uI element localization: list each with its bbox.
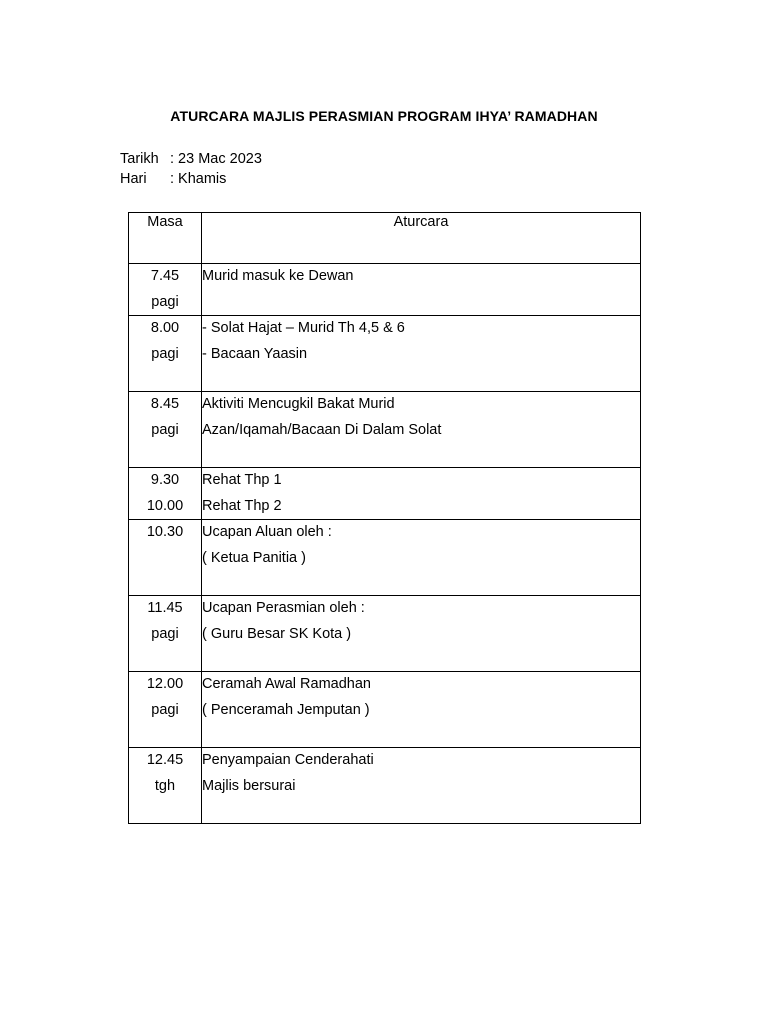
aturcara-text: Murid masuk ke Dewan: [202, 268, 354, 284]
aturcara-cell: [202, 520, 641, 596]
aturcara-cell: [202, 748, 641, 824]
aturcara-cell: [202, 672, 641, 748]
masa-text: 8.00: [150, 320, 180, 336]
masa-text: pagi: [151, 625, 179, 642]
masa-text: 11.45: [147, 600, 183, 616]
schedule-table: [128, 212, 641, 824]
aturcara-text: Penyampaian Cenderahati: [202, 752, 374, 768]
masa-cell: [129, 520, 202, 596]
masa-cell: [129, 264, 202, 316]
aturcara-cell: [202, 392, 641, 468]
header-aturcara: Aturcara: [202, 213, 641, 264]
day-label: Hari: [120, 171, 147, 187]
masa-text: 10.00: [146, 497, 184, 514]
aturcara-cell: [202, 316, 641, 392]
aturcara-text: Ucapan Perasmian oleh :: [202, 600, 365, 616]
day-value: : Khamis: [170, 171, 227, 187]
table-row: [129, 392, 641, 468]
aturcara-text: Ucapan Aluan oleh :: [202, 524, 332, 540]
aturcara-cell: [202, 264, 641, 316]
table-row: [129, 468, 641, 520]
masa-text: 12.45: [146, 752, 184, 768]
date-value: : 23 Mac 2023: [170, 151, 262, 167]
aturcara-text: Rehat Thp 2: [202, 497, 282, 514]
masa-text: 8.45: [150, 396, 180, 412]
table-row: [129, 264, 641, 316]
masa-cell: [129, 672, 202, 748]
aturcara-text: ( Guru Besar SK Kota ): [202, 625, 352, 642]
masa-cell: [129, 468, 202, 520]
masa-text: pagi: [151, 701, 179, 718]
aturcara-text: Majlis bersurai: [202, 777, 296, 794]
aturcara-cell: [202, 596, 641, 672]
masa-text: pagi: [151, 345, 179, 362]
table-row: [129, 316, 641, 392]
aturcara-text: Azan/Iqamah/Bacaan Di Dalam Solat: [202, 421, 442, 438]
masa-text: pagi: [151, 421, 179, 438]
table-row: [129, 520, 641, 596]
table-row: [129, 672, 641, 748]
header-masa: Masa: [129, 213, 202, 264]
masa-text: pagi: [151, 293, 179, 310]
aturcara-text: - Solat Hajat – Murid Th 4,5 & 6: [202, 320, 405, 336]
masa-text: 9.30: [150, 472, 180, 488]
masa-text: 10.30: [146, 524, 184, 540]
masa-cell: [129, 316, 202, 392]
aturcara-cell: [202, 468, 641, 520]
date-line: [120, 151, 262, 167]
masa-cell: [129, 392, 202, 468]
document-title: ATURCARA MAJLIS PERASMIAN PROGRAM IHYA’ RAMADHAN: [170, 108, 598, 124]
day-line: [120, 171, 226, 187]
aturcara-text: Aktiviti Mencugkil Bakat Murid: [202, 396, 395, 412]
date-label: Tarikh: [120, 151, 159, 167]
masa-cell: [129, 748, 202, 824]
masa-text: 7.45: [150, 268, 180, 284]
aturcara-text: ( Ketua Panitia ): [202, 549, 306, 566]
aturcara-text: Ceramah Awal Ramadhan: [202, 676, 371, 692]
aturcara-text: Rehat Thp 1: [202, 472, 282, 488]
aturcara-text: ( Penceramah Jemputan ): [202, 701, 370, 718]
table-row: [129, 748, 641, 824]
masa-text: tgh: [154, 777, 176, 794]
masa-text: 12.00: [146, 676, 184, 692]
table-row: [129, 596, 641, 672]
masa-cell: [129, 596, 202, 672]
aturcara-text: - Bacaan Yaasin: [202, 345, 308, 362]
